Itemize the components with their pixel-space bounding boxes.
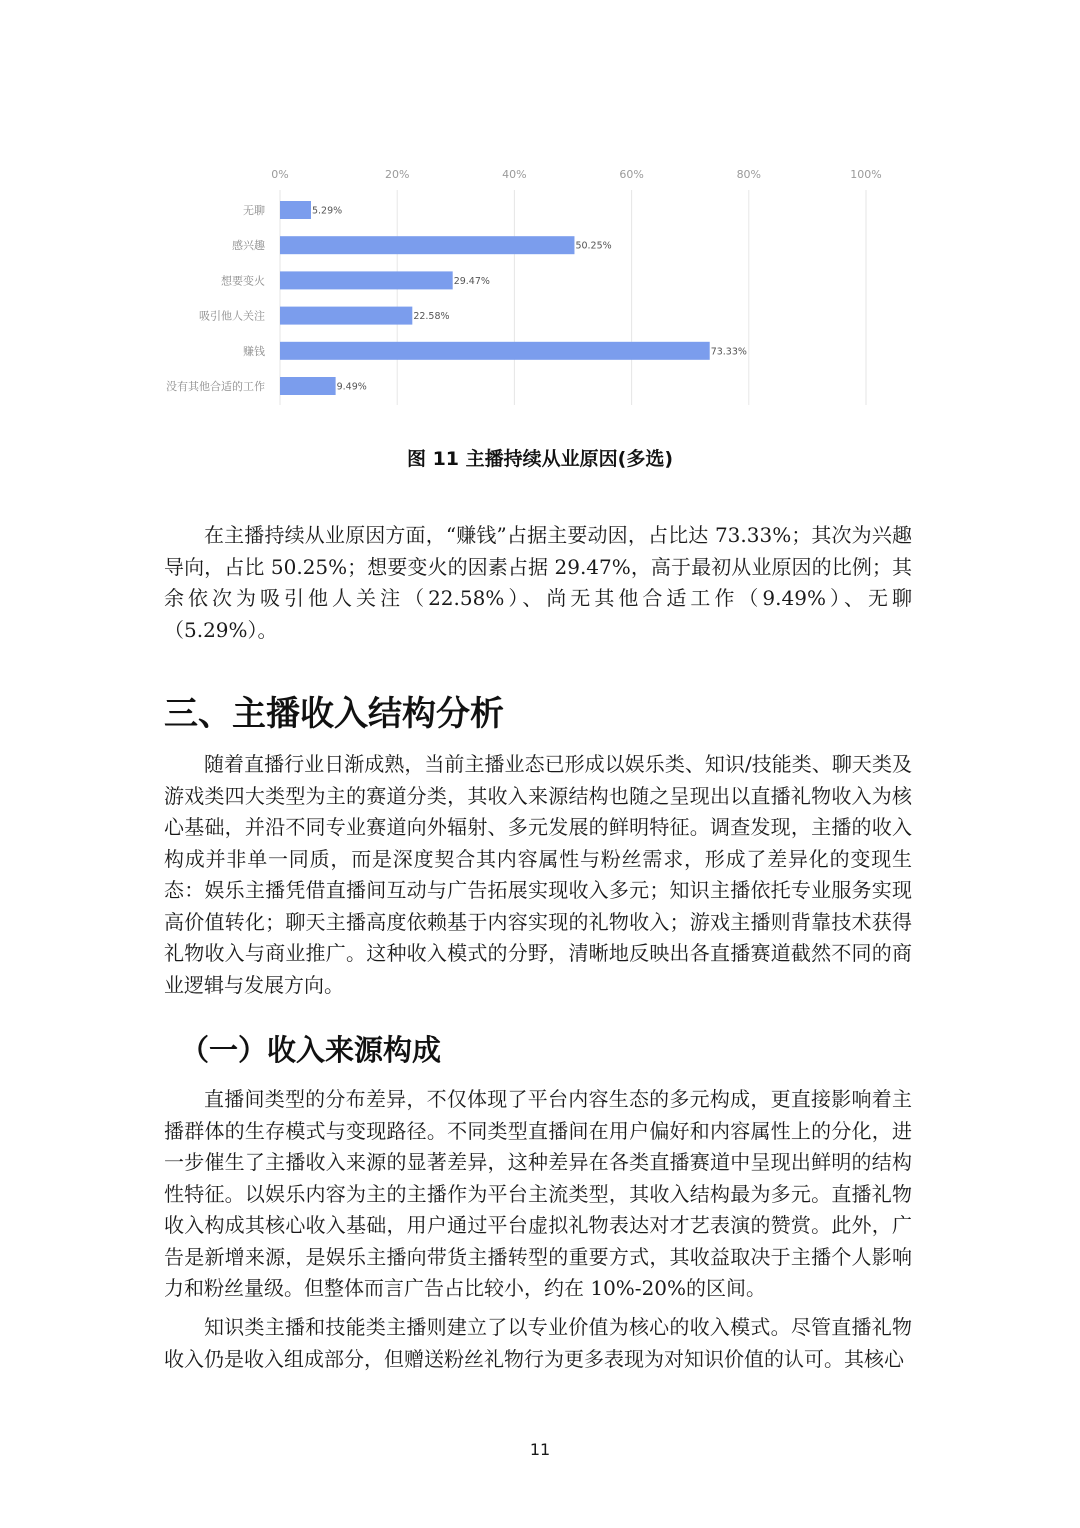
paragraph-income-sources: 直播间类型的分布差异，不仅体现了平台内容生态的多元构成，更直接影响着主播群体的生存模式与变现路径。不同类型直播间在用户偏好和内容属性上的分化，进一步催生了主播收入来源的显著差异，这种差异在各类直播赛道中呈现出鲜明的结构性特征。以娱乐内容为主的主播作为平台主流类型，其收入结构最为多元。直播礼物收入构成其核心收入基础，用户通过平台虚拟礼物表达对才艺表演的赞赏。此外，广告是新增来源，是娱乐主播向带货主播转型的重要方式，其收益取决于主播个人影响力和粉丝量级。但整体而言广告占比较小，约在 10%-20%的区间。	[164, 1087, 912, 1300]
x-tick-label: 20%	[384, 168, 410, 181]
subsection-heading: （一）收入来源构成	[180, 1033, 442, 1067]
x-tick-label: 0%	[271, 168, 289, 181]
category-label: 赚钱	[243, 344, 265, 358]
bar	[280, 377, 336, 395]
value-label: 5.29%	[311, 205, 343, 217]
figure-caption: 图 11 主播持续从业原因(多选)	[406, 448, 674, 470]
bar	[280, 271, 453, 289]
paragraph-income-structure-intro: 随着直播行业日渐成熟，当前主播业态已形成以娱乐类、知识/技能类、聊天类及游戏类四大类型为主的赛道分类，其收入来源结构也随之呈现出以直播礼物收入为核心基础，并沿不同专业赛道向外辐射、多元发展的鲜明特征。调查发现，主播的收入构成并非单一同质，而是深度契合其内容属性与粉丝需求，形成了差异化的变现生态：娱乐主播凭借直播间互动与广告拓展实现收入多元；知识主播依托专业服务实现高价值转化；聊天主播高度依赖基于内容实现的礼物收入；游戏主播则背靠技术获得礼物收入与商业推广。这种收入模式的分野，清晰地反映出各直播赛道截然不同的商业逻辑与发展方向。	[164, 752, 912, 997]
bar	[280, 236, 574, 254]
value-label: 73.33%	[710, 346, 747, 358]
value-label: 9.49%	[336, 381, 367, 393]
paragraph-continuation-reasons: 在主播持续从业原因方面，“赚钱”占据主要动因，占比达 73.33%；其次为兴趣导向，占比 50.25%；想要变火的因素占据 29.47%，高于最初从业原因的比例；其余依次为吸引他人关注（22.58%）、尚无其他合适工作（9.49%）、无聊（5.29%）。	[164, 523, 912, 642]
section-heading: 三、主播收入结构分析	[164, 694, 504, 734]
bar	[280, 342, 710, 360]
x-tick-label: 80%	[736, 168, 762, 181]
category-label: 吸引他人关注	[199, 309, 265, 323]
x-tick-label: 100%	[850, 168, 882, 181]
value-label: 29.47%	[453, 275, 490, 287]
category-label: 没有其他合适的工作	[166, 380, 265, 393]
category-label: 无聊	[243, 204, 265, 217]
value-label: 22.58%	[413, 311, 450, 323]
bar-chart	[0, 0, 1080, 430]
page-number: 11	[529, 1440, 551, 1459]
x-tick-label: 60%	[619, 168, 644, 181]
bar	[280, 201, 311, 219]
category-label: 感兴趣	[232, 239, 265, 253]
value-label: 50.25%	[575, 240, 612, 252]
x-tick-label: 40%	[502, 168, 527, 181]
paragraph-knowledge-streamers: 知识类主播和技能类主播则建立了以专业价值为核心的收入模式。尽管直播礼物收入仍是收入组成部分，但赠送粉丝礼物行为更多表现为对知识价值的认可。其核心	[164, 1315, 912, 1371]
bar	[280, 307, 412, 325]
category-label: 想要变火	[221, 274, 265, 288]
